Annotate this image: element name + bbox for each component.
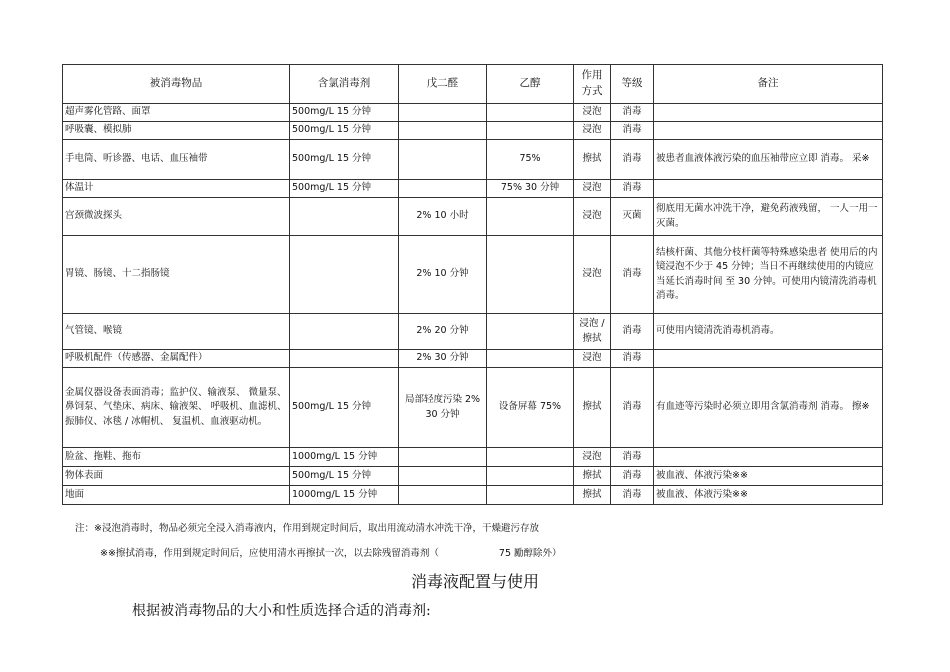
cell-ethanol [487, 122, 574, 140]
table-row [63, 350, 883, 368]
cell-item: 气管镜、喉镜 [63, 314, 290, 350]
cell-method: 浸泡 [574, 448, 611, 467]
cell-method: 浸泡 [574, 198, 611, 236]
cell-remark: 彻底用无菌水冲洗干净，避免药液残留， 一人一用一灭菌。 [654, 198, 883, 236]
disinfection-table [62, 64, 883, 505]
cell-chlorine: 500mg/L 15 分钟 [290, 104, 399, 122]
cell-method: 浸泡 [574, 180, 611, 198]
cell-glutaraldehyde: 局部轻度污染 2% 30 分钟 [399, 368, 487, 448]
table-row [63, 368, 883, 448]
cell-level: 消毒 [611, 467, 654, 486]
cell-item: 体温计 [63, 180, 290, 198]
cell-glutaraldehyde: 2% 10 小时 [399, 198, 487, 236]
cell-chlorine: 500mg/L 15 分钟 [290, 122, 399, 140]
footnote-wipe-exception: 75 勵醇除外） [498, 548, 562, 559]
header-item: 被消毒物品 [63, 65, 290, 104]
cell-level: 消毒 [611, 314, 654, 350]
cell-remark: 被血液、体液污染※※ [654, 467, 883, 486]
cell-level: 消毒 [611, 486, 654, 505]
cell-chlorine: 500mg/L 15 分钟 [290, 368, 399, 448]
cell-remark [654, 122, 883, 140]
cell-method: 擦拭 [574, 368, 611, 448]
cell-remark [654, 180, 883, 198]
cell-remark: 被患者血液体液污染的血压袖带应立即 消毒。 采※ [654, 140, 883, 180]
cell-remark [654, 448, 883, 467]
cell-method: 擦拭 [574, 486, 611, 505]
cell-ethanol: 设备屏幕 75% [487, 368, 574, 448]
cell-chlorine [290, 236, 399, 314]
cell-ethanol [487, 350, 574, 368]
cell-chlorine: 500mg/L 15 分钟 [290, 180, 399, 198]
table-row [63, 104, 883, 122]
cell-glutaraldehyde [399, 140, 487, 180]
cell-method: 浸泡 [574, 104, 611, 122]
cell-remark: 有血迹等污染时必须立即用含氯消毒剂 消毒。 擦※ [654, 368, 883, 448]
header-ethanol: 乙醇 [487, 65, 574, 104]
cell-level: 消毒 [611, 122, 654, 140]
cell-item: 呼吸囊、模拟肺 [63, 122, 290, 140]
cell-item: 手电筒、听诊器、电话、血压袖带 [63, 140, 290, 180]
cell-glutaraldehyde [399, 104, 487, 122]
cell-remark [654, 350, 883, 368]
cell-chlorine [290, 350, 399, 368]
cell-method: 浸泡 [574, 350, 611, 368]
cell-item: 宫颈微波探头 [63, 198, 290, 236]
table-row [63, 448, 883, 467]
cell-item: 超声雾化管路、面罩 [63, 104, 290, 122]
cell-level: 消毒 [611, 236, 654, 314]
cell-glutaraldehyde [399, 122, 487, 140]
footnote-wipe [100, 545, 562, 559]
cell-level: 灭菌 [611, 198, 654, 236]
cell-level: 消毒 [611, 104, 654, 122]
table-row [63, 122, 883, 140]
cell-item: 金属仪器设备表面消毒；监护仪、输液泵、 微量泵、鼻饲泵、气垫床、病床、输液架、 呼吸机、血滤机、振肺仪、冰毯 / 冰帽机、 复温机、血液驱动机。 [63, 368, 290, 448]
cell-method: 浸泡 / 擦拭 [574, 314, 611, 350]
table-row [63, 198, 883, 236]
header-level: 等级 [611, 65, 654, 104]
cell-item: 地面 [63, 486, 290, 505]
header-remark: 备注 [654, 65, 883, 104]
cell-chlorine: 500mg/L 15 分钟 [290, 140, 399, 180]
cell-level: 消毒 [611, 350, 654, 368]
cell-ethanol [487, 104, 574, 122]
cell-remark: 结核杆菌、其他分枝杆菌等特殊感染患者 使用后的内镜浸泡不少于 45 分钟；当日不再继续使用的内镜应当延长消毒时间 至 30 分钟。可使用内镜清洗消毒机消毒。 [654, 236, 883, 314]
cell-level: 消毒 [611, 180, 654, 198]
table-header-row [63, 65, 883, 104]
footnote-wipe-text: ※※擦拭消毒，作用到规定时间后，应使用清水再擦拭一次，以去除残留消毒剂（ [100, 548, 439, 559]
cell-glutaraldehyde [399, 448, 487, 467]
cell-method: 浸泡 [574, 236, 611, 314]
cell-glutaraldehyde [399, 467, 487, 486]
cell-chlorine: 1000mg/L 15 分钟 [290, 448, 399, 467]
cell-item: 呼吸机配件（传感器、金属配件） [63, 350, 290, 368]
cell-ethanol: 75% 30 分钟 [487, 180, 574, 198]
cell-ethanol [487, 314, 574, 350]
cell-glutaraldehyde: 2% 30 分钟 [399, 350, 487, 368]
cell-ethanol [487, 236, 574, 314]
cell-item: 物体表面 [63, 467, 290, 486]
cell-ethanol [487, 467, 574, 486]
cell-chlorine: 1000mg/L 15 分钟 [290, 486, 399, 505]
cell-level: 消毒 [611, 448, 654, 467]
cell-remark [654, 104, 883, 122]
cell-item: 胃镜、肠镜、十二指肠镜 [63, 236, 290, 314]
cell-chlorine: 500mg/L 15 分钟 [290, 467, 399, 486]
cell-chlorine [290, 198, 399, 236]
cell-glutaraldehyde [399, 486, 487, 505]
cell-ethanol [487, 198, 574, 236]
cell-remark: 被血液、体液污染※※ [654, 486, 883, 505]
section-title: 消毒液配置与使用 [410, 572, 539, 591]
header-method: 作用 方式 [574, 65, 611, 104]
cell-method: 浸泡 [574, 122, 611, 140]
table-row [63, 236, 883, 314]
cell-item: 脸盆、拖鞋、拖布 [63, 448, 290, 467]
footnote-soak: 注：※浸泡消毒时，物品必须完全浸入消毒液内，作用到规定时间后，取出用流动清水冲洗干净，干燥避污存放 [75, 523, 539, 534]
cell-ethanol [487, 486, 574, 505]
cell-level: 消毒 [611, 368, 654, 448]
table-row [63, 180, 883, 198]
cell-method: 擦拭 [574, 140, 611, 180]
cell-glutaraldehyde: 2% 10 分钟 [399, 236, 487, 314]
table-row [63, 314, 883, 350]
header-chlorine: 含氯消毒剂 [290, 65, 399, 104]
table-row [63, 486, 883, 505]
table-row [63, 140, 883, 180]
cell-method: 擦拭 [574, 467, 611, 486]
table-row [63, 467, 883, 486]
cell-chlorine [290, 314, 399, 350]
cell-level: 消毒 [611, 140, 654, 180]
header-glutaraldehyde: 戊二醛 [399, 65, 487, 104]
cell-ethanol: 75% [487, 140, 574, 180]
cell-ethanol [487, 448, 574, 467]
cell-glutaraldehyde [399, 180, 487, 198]
intro-paragraph: 根据被消毒物品的大小和性质选择合适的消毒剂: [132, 603, 431, 619]
cell-remark: 可使用内镜清洗消毒机消毒。 [654, 314, 883, 350]
cell-glutaraldehyde: 2% 20 分钟 [399, 314, 487, 350]
